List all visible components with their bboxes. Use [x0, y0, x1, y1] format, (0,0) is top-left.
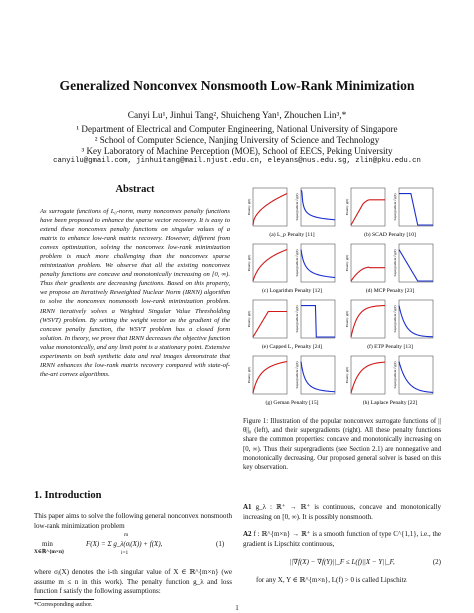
plot-frame-penalty-1 [253, 188, 287, 226]
plot-frame-supergradient-1 [301, 188, 335, 226]
penalty-ylabel-6: Penalty g(θ) [345, 310, 349, 328]
a2-text: f : ℝ^{m×n} → ℝ⁺ is a smooth function of type C^{1,1}, i.e., the gradient is Lipschitz continuous, [243, 530, 442, 548]
supergradient-ylabel-4: Supergradient ∂g(θ) [393, 249, 397, 277]
panel-caption-5: (e) Capped L₁ Penalty [24] [261, 344, 323, 350]
author-list: Canyi Lu¹, Jinhui Tang², Shuicheng Yan¹, Zhouchen Lin³,* [127, 111, 347, 121]
author-emails: canyilu@gmail.com, jinhuitang@mail.njust.edu.cn, eleyans@nus.edu.sg, zlin@pku.edu.cn [53, 157, 421, 165]
penalty-ylabel-8: Penalty g(θ) [345, 366, 349, 384]
affiliation-2: ² School of Computer Science, Nanjing University of Science and Technology [94, 135, 380, 145]
equation-2 [243, 558, 441, 568]
penalty-ylabel-7: Penalty g(θ) [247, 366, 251, 384]
eq1-subscript: X∈ℝ^{m×n} [34, 549, 65, 555]
eq2-body: ||∇f(X) − ∇f(Y)||_F ≤ L(f)||X − Y||_F, [289, 558, 395, 566]
supergradient-ylabel-8: Supergradient ∂g(θ) [393, 361, 397, 389]
intro-paragraph-2: where σᵢ(X) denotes the i-th singular value of X ∈ ℝ^{m×n} (we assume m ≤ n in this work). The penalty function g_λ and loss function f satisfy the following assumptions: [34, 568, 232, 596]
affiliation-3: ³ Key Laboratory of Machine Perception (MOE), School of EECS, Peking University [81, 146, 393, 156]
a1-label: A1 [243, 503, 252, 511]
figure-1-plots [243, 186, 439, 411]
panel-caption-7: (g) Geman Penalty [15] [265, 400, 319, 406]
footnote-corresponding: *Corresponding author. [34, 601, 93, 608]
penalty-ylabel-1: Penalty g(θ) [247, 198, 251, 216]
assumption-a2-tail: for any X, Y ∈ ℝ^{m×n}, L(f) > 0 is called Lipschitz [256, 576, 407, 584]
eq1-number: (1) [216, 540, 225, 548]
panel-caption-6: (f) ETP Penalty [13] [367, 344, 413, 350]
plot-frame-penalty-5 [253, 300, 287, 338]
penalty-ylabel-4: Penalty g(θ) [345, 254, 349, 272]
eq1-min: min [42, 540, 53, 548]
supergradient-ylabel-3: Supergradient ∂g(θ) [295, 249, 299, 277]
intro-paragraph-1: This paper aims to solve the following general nonconvex nonsmooth low-rank minimization problem [34, 512, 232, 530]
footnote-rule [34, 599, 94, 600]
abstract-heading: Abstract [115, 184, 155, 195]
plot-frame-penalty-8 [351, 356, 385, 394]
supergradient-ylabel-6: Supergradient ∂g(θ) [393, 305, 397, 333]
plot-frame-supergradient-6 [399, 300, 433, 338]
supergradient-ylabel-7: Supergradient ∂g(θ) [295, 361, 299, 389]
eq1-sum-bottom: i=1 [121, 550, 129, 556]
affiliation-1: ¹ Department of Electrical and Computer Engineering, National University of Singapore [76, 124, 398, 134]
eq2-number: (2) [432, 558, 441, 566]
panel-caption-8: (h) Laplace Penalty [22] [362, 400, 418, 406]
paper-title: Generalized Nonconvex Nonsmooth Low-Rank Minimization [59, 78, 415, 93]
penalty-ylabel-2: Penalty g(θ) [345, 198, 349, 216]
abstract-text: As surrogate functions of L₀-norm, many nonconvex penalty functions have been proposed to enhance the sparse vector recovery. It is easy to extend these nonconvex penalty functions on singular values of a matrix to enhance low-rank matrix recovery. However, different from convex optimization, solving the nonconvex low-rank minimization problem is much more challenging than the nonconvex sparse minimization problem. We observe that all the existing nonconvex penalty functions are concave and monotonically increasing on [0, ∞). Thus their gradients are decreasing functions. Based on this property, we propose an Iteratively Reweighted Nuclear Norm (IRNN) algorithm to solve the nonconvex nonsmooth low-rank minimization problem. IRNN iteratively solves a Weighted Singular Value Thresholding (WSVT) problem. By setting the weight vector as the gradient of the concave penalty function, the WSVT problem has a closed form solution. In theory, we prove that IRNN decreases the objective function value monotonically, and any limit point is a stationary point. Extensive experiments on both synthetic data and real images demonstrate that IRNN enhances the low-rank matrix recovery compared with state-of-the-art convex algorithms. [40, 208, 230, 378]
supergradient-ylabel-2: Supergradient ∂g(θ) [393, 193, 397, 221]
equation-1 [34, 534, 232, 564]
eq1-sum-top: m [124, 532, 129, 538]
plot-frame-penalty-7 [253, 356, 287, 394]
plot-frame-supergradient-3 [301, 244, 335, 282]
panel-caption-3: (c) Logarithm Penalty [12] [261, 288, 323, 294]
plot-frame-penalty-2 [351, 188, 385, 226]
assumption-a2 [243, 530, 441, 549]
assumption-a1 [243, 503, 441, 522]
panel-caption-4: (d) MCP Penalty [23] [365, 288, 415, 294]
a2-label: A2 [243, 530, 252, 538]
panel-caption-2: (b) SCAD Penalty [10] [364, 232, 416, 238]
supergradient-ylabel-1: Supergradient ∂g(θ) [295, 193, 299, 221]
plot-frame-supergradient-7 [301, 356, 335, 394]
penalty-ylabel-5: Penalty g(θ) [247, 310, 251, 328]
a1-text: g_λ : ℝ⁺ → ℝ⁺ is continuous, concave and monotonically increasing on [0, ∞). It is possibly nonsmooth. [243, 503, 441, 521]
introduction-heading: 1. Introduction [34, 490, 102, 501]
supergradient-ylabel-5: Supergradient ∂g(θ) [295, 305, 299, 333]
plot-frame-penalty-4 [351, 244, 385, 282]
page-number: 1 [235, 604, 239, 612]
plot-frame-supergradient-4 [399, 244, 433, 282]
figure-1 [243, 186, 439, 411]
plot-frame-penalty-3 [253, 244, 287, 282]
panel-caption-1: (a) L_p Penalty [11] [269, 232, 315, 238]
figure-1-caption: Figure 1: Illustration of the popular nonconvex surrogate functions of ||θ||₀ (left), and their supergradients (right). All these penalty functions share the common properties: concave and monotonically increasing on [0, ∞). Thus their supergradients (see Section 2.1) are nonnegative and monotonically decreasing. Our proposed general solver is based on this key observation. [243, 418, 441, 472]
penalty-ylabel-3: Penalty g(θ) [247, 254, 251, 272]
eq1-body: F(X) = Σ g_λ(σᵢ(X)) + f(X), [86, 540, 163, 548]
